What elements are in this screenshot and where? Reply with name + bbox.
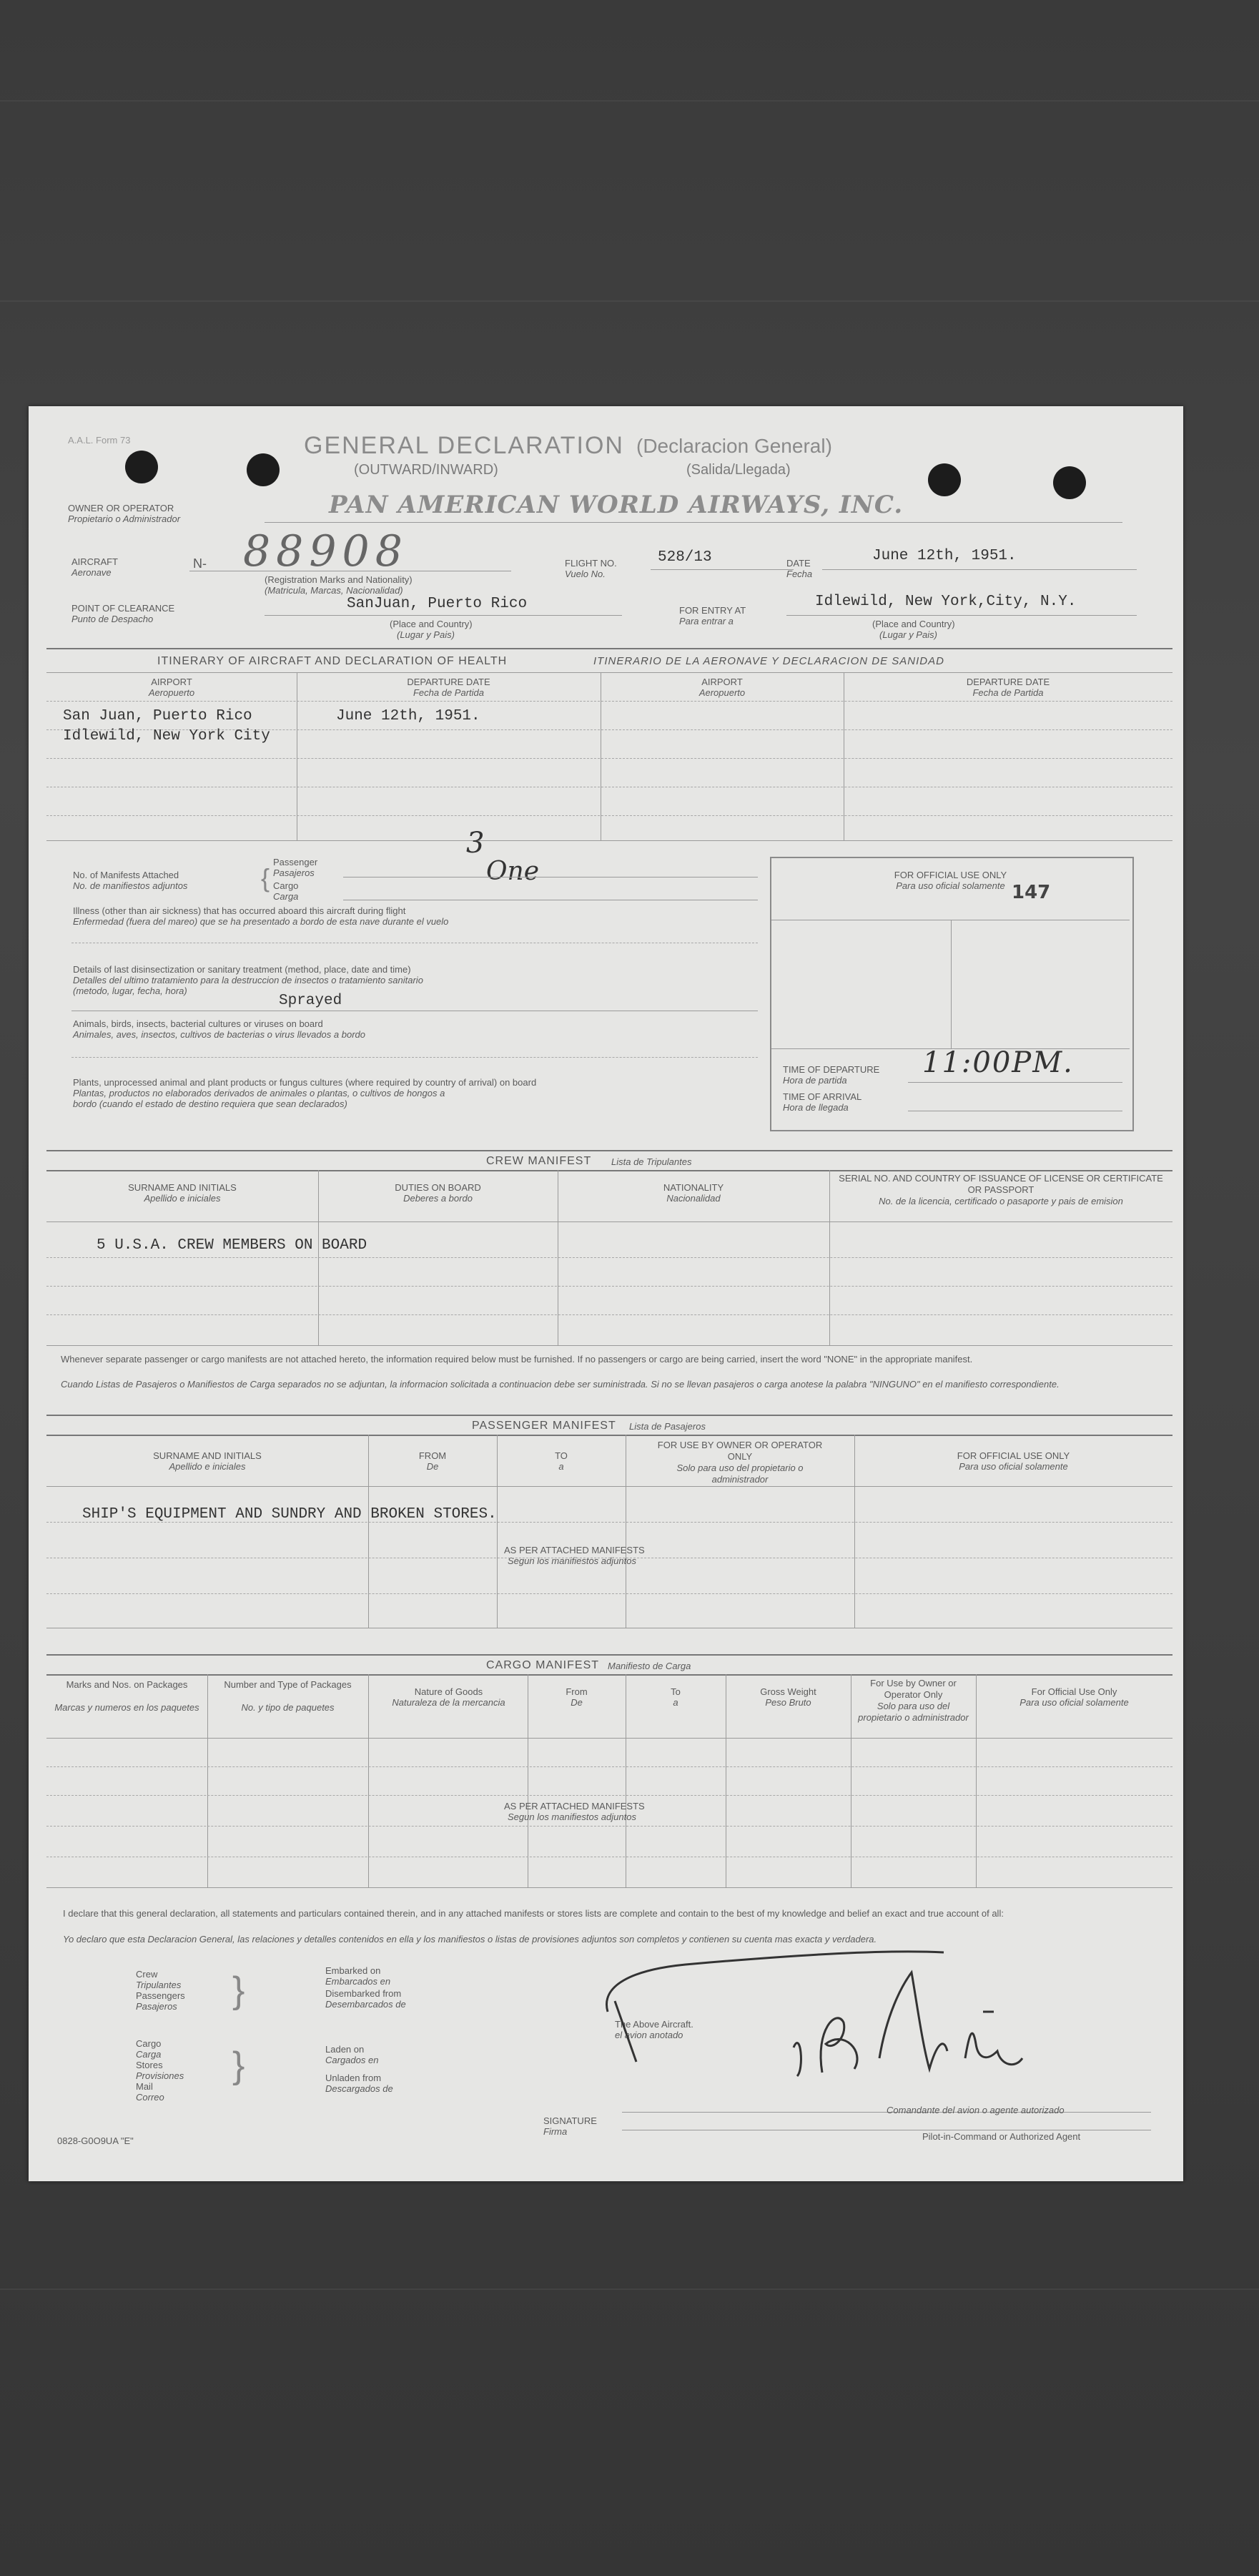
punch-hole [928, 463, 961, 496]
registration-note-es: (Matricula, Marcas, Nacionalidad) [265, 585, 403, 596]
rule [46, 1221, 1172, 1222]
place-note-entry-es: (Lugar y Pais) [879, 629, 937, 640]
animals-label: Animals, birds, insects, bacterial cultures or viruses on board [73, 1018, 323, 1029]
rule [46, 1486, 1172, 1487]
embarked-on: Embarked on [325, 1965, 381, 1976]
pax-col-owner-es: Solo para uso del propietario o administrador [676, 1462, 804, 1485]
rule [46, 1257, 1172, 1258]
signer-label: Pilot-in-Command or Authorized Agent [922, 2131, 1081, 2142]
entry-label: FOR ENTRY AT [679, 605, 746, 616]
brace: } [232, 1970, 245, 2011]
declaration-text-es: Yo declaro que esta Declaracion General, las relaciones y detalles contenidos en ella y los manifiestos o listas de provisiones adjuntos son completos y contienen su cuenta mas exacta y verdadera. [63, 1934, 877, 1945]
company-name: PAN AMERICAN WORLD AIRWAYS, INC. [329, 491, 904, 519]
unladen-from: Unladen from [325, 2073, 382, 2083]
unladen-from-es: Descargados de [325, 2083, 393, 2094]
scan-streak [0, 300, 1259, 302]
crew-word: Crew [136, 1969, 158, 1980]
pax-col-surname-es: Apellido e iniciales [169, 1461, 246, 1472]
rule [46, 1887, 1172, 1888]
passenger-entry: SHIP'S EQUIPMENT AND SUNDRY AND BROKEN STORES. [82, 1506, 497, 1523]
itinerary-airport-1: San Juan, Puerto Rico [63, 708, 252, 724]
pax-col-owner: FOR USE BY OWNER OR OPERATOR ONLY [657, 1440, 823, 1462]
clearance-value: SanJuan, Puerto Rico [347, 596, 528, 612]
col-airport-1-es: Aeropuerto [148, 687, 195, 698]
laden-on-es: Cargados en [325, 2055, 379, 2065]
rule [46, 1654, 1172, 1656]
animals-label-es: Animales, aves, insectos, cultivos de bacterias o virus llevados a bordo [73, 1029, 365, 1040]
place-note-es: (Lugar y Pais) [397, 629, 455, 640]
rule [46, 815, 1172, 816]
col-departure-1-es: Fecha de Partida [413, 687, 484, 698]
punch-hole [247, 453, 280, 486]
pax-col-from: FROM [418, 1450, 447, 1461]
cargo-col-nature-es: Naturaleza de la mercancia [392, 1697, 505, 1708]
rule [265, 522, 1122, 523]
rule [651, 569, 794, 570]
manifests-label-es: No. de manifiestos adjuntos [73, 880, 188, 891]
passenger-label: Passenger [273, 857, 318, 867]
cargo-word: Cargo [136, 2038, 162, 2049]
notice-text: Whenever separate passenger or cargo manifests are not attached hereto, the information required below must be furnished. If no passengers or cargo are being carried, insert the word "NONE" in the appropriate manifest. [61, 1354, 973, 1365]
rule [46, 1674, 1172, 1676]
clearance-label-es: Punto de Despacho [71, 614, 154, 624]
form-number: 0828-G0O9UA "E" [57, 2135, 134, 2146]
cargo-col-packages: Number and Type of Packages [224, 1679, 352, 1690]
rule [368, 1674, 369, 1887]
cargo-attached: AS PER ATTACHED MANIFESTS [504, 1801, 645, 1811]
crew-col-serial: SERIAL NO. AND COUNTRY OF ISSUANCE OF LICENSE OR CERTIFICATE OR PASSPORT [839, 1173, 1163, 1195]
cargo-col-official: For Official Use Only [1031, 1686, 1117, 1697]
rule [951, 920, 952, 1048]
punch-hole [125, 451, 158, 483]
flight-label: FLIGHT NO. [565, 558, 617, 569]
handwritten-signature [586, 1944, 1087, 2108]
departure-time-label: TIME OF DEPARTURE [783, 1064, 880, 1075]
scan-streak [0, 100, 1259, 102]
flight-label-es: Vuelo No. [565, 569, 606, 579]
pax-attached-es: Segun los manifiestos adjuntos [508, 1555, 636, 1566]
cargo-count: One [486, 857, 540, 886]
form-code: A.A.L. Form 73 [68, 435, 131, 446]
pax-col-official: FOR OFFICIAL USE ONLY [957, 1450, 1070, 1461]
cargo-col-marks-es: Marcas y numeros en los paquetes [54, 1702, 199, 1713]
aircraft-prefix: N- [193, 556, 207, 571]
cargo-col-marks: Marks and Nos. on Packages [66, 1679, 188, 1690]
official-box-number: 147 [1012, 882, 1051, 903]
disinsection-label-es: Detalles del ultimo tratamiento para la destruccion de insectos o tratamiento sanitario [73, 975, 423, 985]
aircraft-label-es: Aeronave [71, 567, 112, 578]
brace: } [232, 2045, 245, 2086]
cargo-col-official-es: Para uso oficial solamente [1019, 1697, 1129, 1708]
rule [46, 758, 1172, 759]
illness-label-es: Enfermedad (fuera del mareo) que se ha presentado a bordo de esta nave durante el vuelo [73, 916, 449, 927]
clearance-label: POINT OF CLEARANCE [71, 603, 175, 614]
rule [46, 1314, 1172, 1315]
cargo-col-from: From [566, 1686, 588, 1697]
col-departure-1: DEPARTURE DATE [407, 677, 490, 687]
disembarked-from: Disembarked from [325, 1988, 402, 1999]
official-box-title: FOR OFFICIAL USE ONLY [894, 870, 1007, 880]
date-value: June 12th, 1951. [872, 548, 1017, 564]
declaration-text: I declare that this general declaration, all statements and particulars contained therein, and in any attached manifests or stores lists are complete and contain to the best of my knowledge and belief an exact and true account of all: [63, 1908, 1004, 1919]
entry-label-es: Para entrar a [679, 616, 734, 626]
departure-time-value: 11:00PM. [922, 1046, 1074, 1079]
rule [265, 615, 622, 616]
registration-note: (Registration Marks and Nationality) [265, 574, 413, 585]
itinerary-title: ITINERARY OF AIRCRAFT AND DECLARATION OF HEALTH [157, 655, 508, 667]
rule [46, 1522, 1172, 1523]
crew-col-nationality-es: Nacionalidad [666, 1193, 721, 1204]
departure-time-label-es: Hora de partida [783, 1075, 847, 1086]
cargo-col-packages-es: No. y tipo de paquetes [241, 1702, 335, 1713]
date-label: DATE [786, 558, 811, 569]
disinsection-label: Details of last disinsectization or sanitary treatment (method, place, date and time) [73, 964, 411, 975]
rule [908, 1082, 1122, 1083]
arrival-time-label-es: Hora de llegada [783, 1102, 849, 1113]
rule [822, 569, 1137, 570]
cargo-attached-es: Segun los manifiestos adjuntos [508, 1811, 636, 1822]
passenger-count: 3 [466, 827, 485, 860]
rule [46, 701, 1172, 702]
above-aircraft-es: el avion anotado [615, 2030, 683, 2040]
col-airport-2-es: Aeropuerto [698, 687, 746, 698]
crew-entry: 5 U.S.A. CREW MEMBERS ON BOARD [97, 1237, 367, 1254]
stores-word: Stores [136, 2060, 163, 2070]
crew-col-duties: DUTIES ON BOARD [395, 1182, 481, 1193]
rule [46, 1795, 1172, 1796]
stores-word-es: Provisiones [136, 2070, 184, 2081]
embarked-on-es: Embarcados en [325, 1976, 391, 1987]
passenger-title-es: Lista de Pasajeros [629, 1421, 706, 1432]
col-airport-2: AIRPORT [701, 677, 743, 687]
punch-hole [1053, 466, 1086, 499]
declaration-document [29, 406, 1183, 2181]
col-departure-2: DEPARTURE DATE [966, 677, 1050, 687]
rule [46, 1766, 1172, 1767]
rule [46, 1415, 1172, 1416]
aircraft-number: 88908 [243, 526, 408, 576]
owner-label-es: Propietario o Administrador [68, 513, 181, 524]
rule [786, 615, 1137, 616]
rule [46, 1593, 1172, 1594]
place-note: (Place and Country) [390, 619, 473, 629]
rule [46, 1738, 1172, 1739]
pax-col-official-es: Para uso oficial solamente [959, 1461, 1068, 1472]
crew-col-serial-es: No. de la licencia, certificado o pasaporte y pais de emision [879, 1196, 1123, 1206]
col-airport-1: AIRPORT [151, 677, 192, 687]
crew-word-es: Tripulantes [136, 1980, 182, 1990]
notice-text-es: Cuando Listas de Pasajeros o Manifiestos de Carga separados no se adjuntan, la informacion solicitada a continuacion debe ser suministrada. Si no se llevan pasajeros o carga anotese la palabra "NINGUNO" en el manifiesto correspondiente. [61, 1379, 1060, 1390]
mail-word-es: Correo [136, 2092, 164, 2103]
cargo-col-nature: Nature of Goods [414, 1686, 483, 1697]
form-title: GENERAL DECLARATION [304, 432, 624, 459]
rule [976, 1674, 977, 1887]
above-aircraft: The Above Aircraft. [615, 2019, 693, 2030]
rule [46, 1435, 1172, 1436]
itinerary-airport-2: Idlewild, New York City [63, 728, 270, 744]
passenger-title: PASSENGER MANIFEST [472, 1420, 616, 1432]
cargo-col-owner: For Use by Owner or Operator Only [870, 1678, 957, 1700]
signer-label-es: Comandante del avion o agente autorizado [887, 2105, 1065, 2115]
disinsection-value: Sprayed [279, 993, 342, 1009]
cargo-label-es: Carga [273, 891, 299, 902]
disinsection-label-es2: (metodo, lugar, fecha, hora) [73, 985, 187, 996]
cargo-col-weight-es: Peso Bruto [765, 1697, 811, 1708]
aircraft-label: AIRCRAFT [71, 556, 118, 567]
illness-label: Illness (other than air sickness) that has occurred aboard this aircraft during flight [73, 905, 406, 916]
entry-value: Idlewild, New York,City, N.Y. [815, 594, 1077, 610]
cargo-title: CARGO MANIFEST [486, 1659, 600, 1671]
official-box-subtitle: Para uso oficial solamente [896, 880, 1005, 891]
cargo-word-es: Carga [136, 2049, 162, 2060]
flight-number: 528/13 [658, 549, 712, 566]
rule [46, 1286, 1172, 1287]
pax-attached: AS PER ATTACHED MANIFESTS [504, 1545, 645, 1555]
pax-col-to-es: a [558, 1461, 564, 1472]
scan-streak [0, 2289, 1259, 2290]
plants-label: Plants, unprocessed animal and plant products or fungus cultures (where required by country of arrival) on board [73, 1077, 537, 1088]
disembarked-from-es: Desembarcados de [325, 1999, 406, 2010]
cargo-col-weight: Gross Weight [760, 1686, 816, 1697]
rule [46, 1150, 1172, 1151]
pax-col-to: TO [555, 1450, 568, 1461]
passengers-word-es: Pasajeros [136, 2001, 177, 2012]
cargo-title-es: Manifiesto de Carga [608, 1661, 691, 1671]
cargo-col-to: To [671, 1686, 681, 1697]
rule [71, 1057, 758, 1058]
pax-col-surname: SURNAME AND INITIALS [153, 1450, 262, 1461]
rule [46, 1170, 1172, 1171]
plants-label-es: Plantas, productos no elaborados derivados de animales o plantas, o cultivos de hongos a [73, 1088, 445, 1098]
rule [46, 840, 1172, 841]
passengers-word: Passengers [136, 1990, 185, 2001]
rule [46, 1345, 1172, 1346]
cargo-label: Cargo [273, 880, 299, 891]
cargo-col-owner-es: Solo para uso del propietario o administrador [858, 1701, 969, 1723]
crew-col-nationality: NATIONALITY [663, 1182, 724, 1193]
itinerary-title-es: ITINERARIO DE LA AERONAVE Y DECLARACION DE SANIDAD [593, 655, 944, 667]
official-use-box [770, 857, 1134, 1131]
form-title-spanish: (Declaracion General) [636, 435, 832, 457]
place-note-entry: (Place and Country) [872, 619, 955, 629]
owner-label: OWNER OR OPERATOR [68, 503, 174, 513]
crew-title: CREW MANIFEST [486, 1155, 592, 1167]
passenger-label-es: Pasajeros [273, 867, 315, 878]
laden-on: Laden on [325, 2044, 365, 2055]
brace: { [261, 863, 270, 893]
cargo-col-to-es: a [673, 1697, 678, 1708]
crew-col-surname-es: Apellido e iniciales [144, 1193, 221, 1204]
rule [46, 672, 1172, 673]
col-departure-2-es: Fecha de Partida [972, 687, 1044, 698]
rule [46, 648, 1172, 649]
date-label-es: Fecha [786, 569, 813, 579]
pax-col-from-es: De [426, 1461, 439, 1472]
itinerary-date-1: June 12th, 1951. [336, 708, 480, 724]
manifests-label: No. of Manifests Attached [73, 870, 179, 880]
mail-word: Mail [136, 2081, 153, 2092]
crew-col-surname: SURNAME AND INITIALS [128, 1182, 237, 1193]
signature-label: SIGNATURE [543, 2115, 597, 2126]
arrival-time-label: TIME OF ARRIVAL [783, 1091, 862, 1102]
signature-label-es: Firma [543, 2126, 568, 2137]
rule [46, 1826, 1172, 1827]
cargo-col-from-es: De [571, 1697, 583, 1708]
direction-label-spanish: (Salida/Llegada) [686, 462, 791, 478]
direction-label: (OUTWARD/INWARD) [354, 462, 498, 478]
crew-title-es: Lista de Tripulantes [611, 1156, 692, 1167]
plants-label-es2: bordo (cuando el estado de destino requiera que sean declarados) [73, 1098, 347, 1109]
rule [207, 1674, 208, 1887]
crew-col-duties-es: Deberes a bordo [403, 1193, 473, 1204]
